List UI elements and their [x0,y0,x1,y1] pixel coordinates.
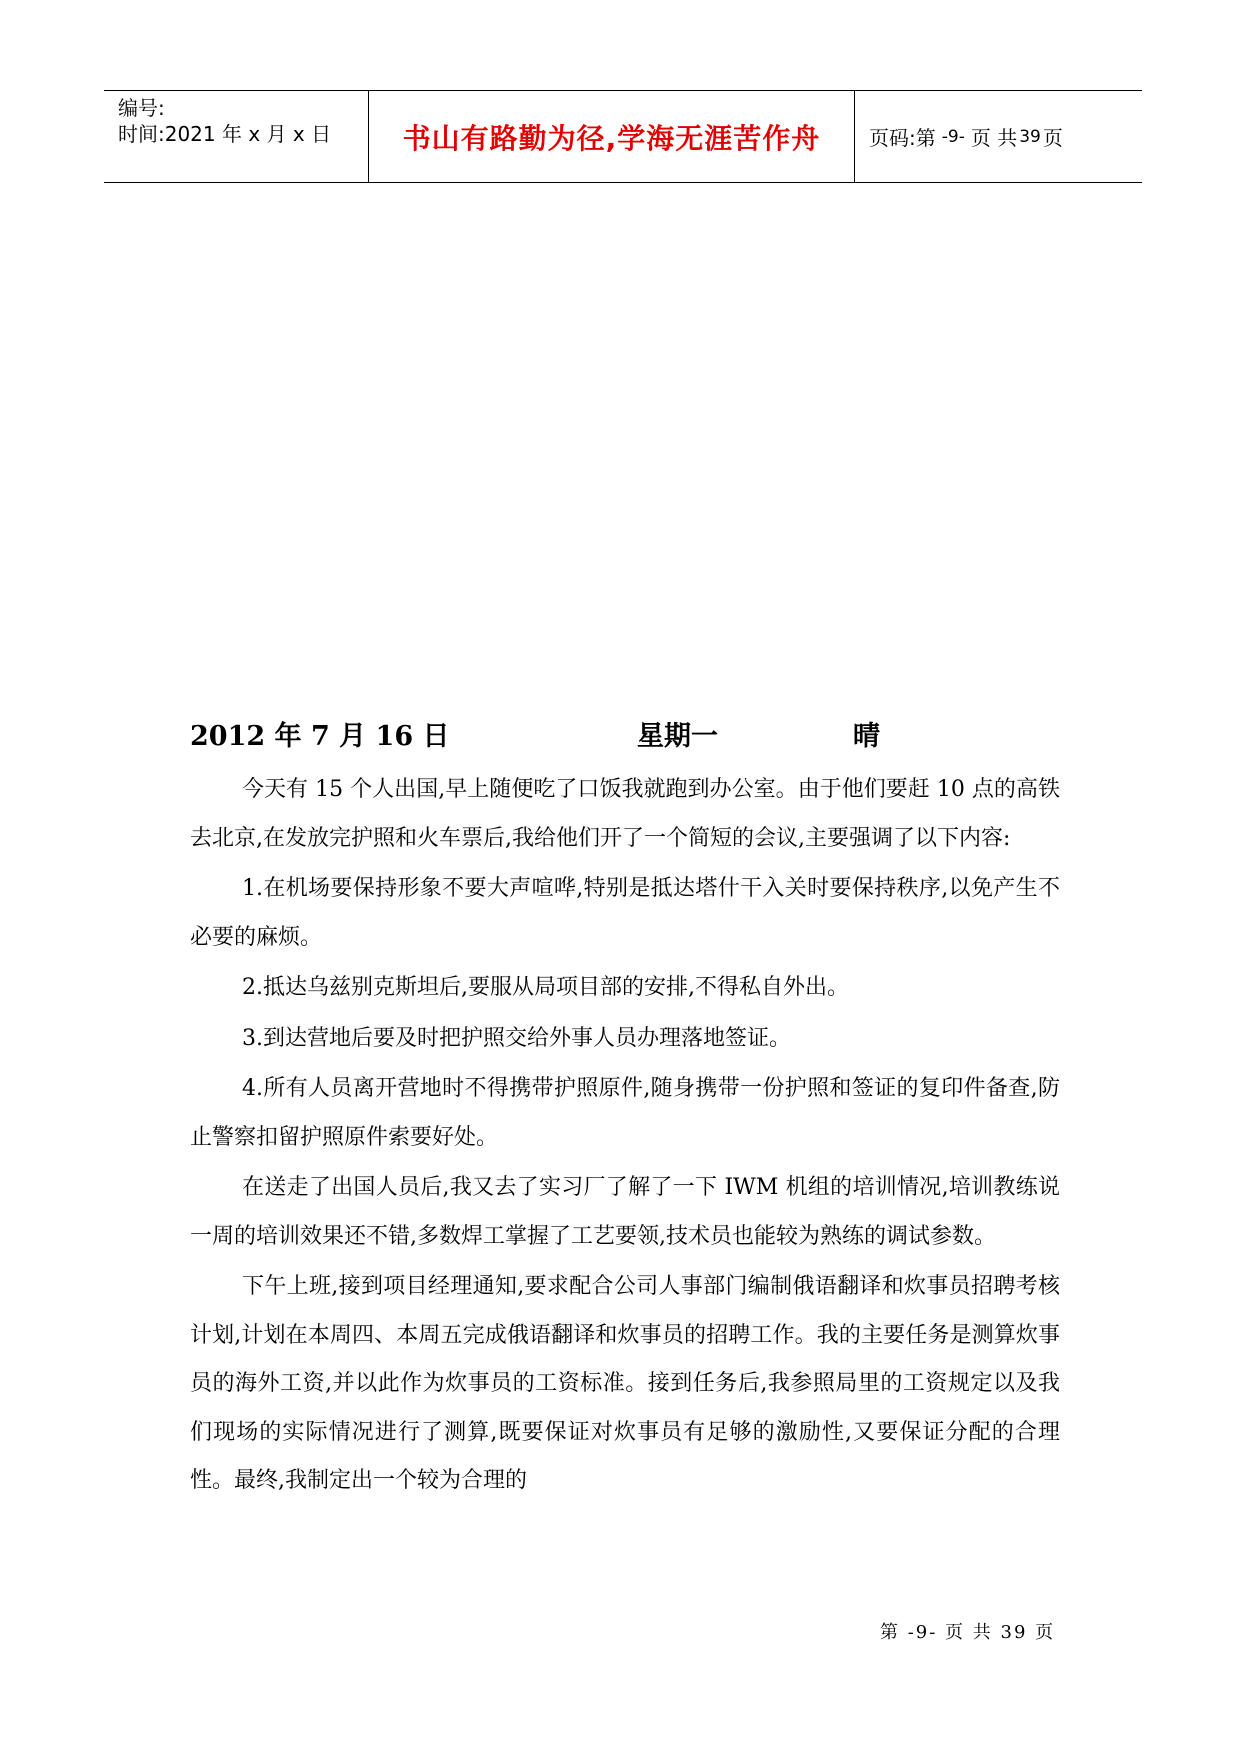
page-prefix: 页码:第 [869,126,936,150]
paragraph: 3.到达营地后要及时把护照交给外事人员办理落地签证。 [242,1025,791,1051]
diary-body [190,766,1060,1508]
header-meta-cell [104,91,369,182]
paragraph: 1.在机场要保持形象不要大声喧哗,特别是抵达塔什干入关时要保持秩序,以免产生不必要的麻烦。 [190,876,1060,950]
entry-weekday: 星期一 [637,721,718,752]
motto: 书山有路勤为径,学海无涯苦作舟 [369,91,855,182]
page-number: -9- [941,126,965,147]
paragraph: 4.所有人员离开营地时不得携带护照原件,随身携带一份护照和签证的复印件备查,防止警察扣留护照原件索要好处。 [190,1076,1060,1150]
entry-date: 2012 年 7 月 16 日 [190,721,450,752]
time-label: 时间:2021 年 x 月 x 日 [118,122,332,146]
paragraph: 下午上班,接到项目经理通知,要求配合公司人事部门编制俄语翻译和炊事员招聘考核计划,计划在本周四、本周五完成俄语翻译和炊事员的招聘工作。我的主要任务是测算炊事员的海外工资,并以此作为炊事员的工资标准。接到任务后,我参照局里的工资规定以及我们现场的实际情况进行了测算,既要保证对炊事员有足够的激励性,又要保证分配的合理性。最终,我制定出一个较为合理的 [190,1274,1060,1493]
page-total: 39 [1019,126,1041,147]
paragraph: 今天有 15 个人出国,早上随便吃了口饭我就跑到办公室。由于他们要赶 10 点的高铁去北京,在发放完护照和火车票后,我给他们开了一个简短的会议,主要强调了以下内容: [190,777,1060,851]
paragraph: 2.抵达乌兹别克斯坦后,要服从局项目部的安排,不得私自外出。 [242,975,849,1000]
code-label: 编号: [118,96,165,120]
diary-entry-heading [190,714,1060,754]
page-footer: 第 -9- 页 共 39 页 [880,1622,1056,1643]
page-mid: 页 共 [970,126,1018,150]
paragraph: 在送走了出国人员后,我又去了实习厂了解了一下 IWM 机组的培训情况,培训教练说一周的培训效果还不错,多数焊工掌握了工艺要领,技术员也能较为熟练的调试参数。 [190,1175,1060,1249]
entry-weather: 晴 [853,721,880,752]
page-suffix: 页 [1042,126,1063,150]
header-table [104,90,1142,183]
header-page-cell [855,91,1142,182]
